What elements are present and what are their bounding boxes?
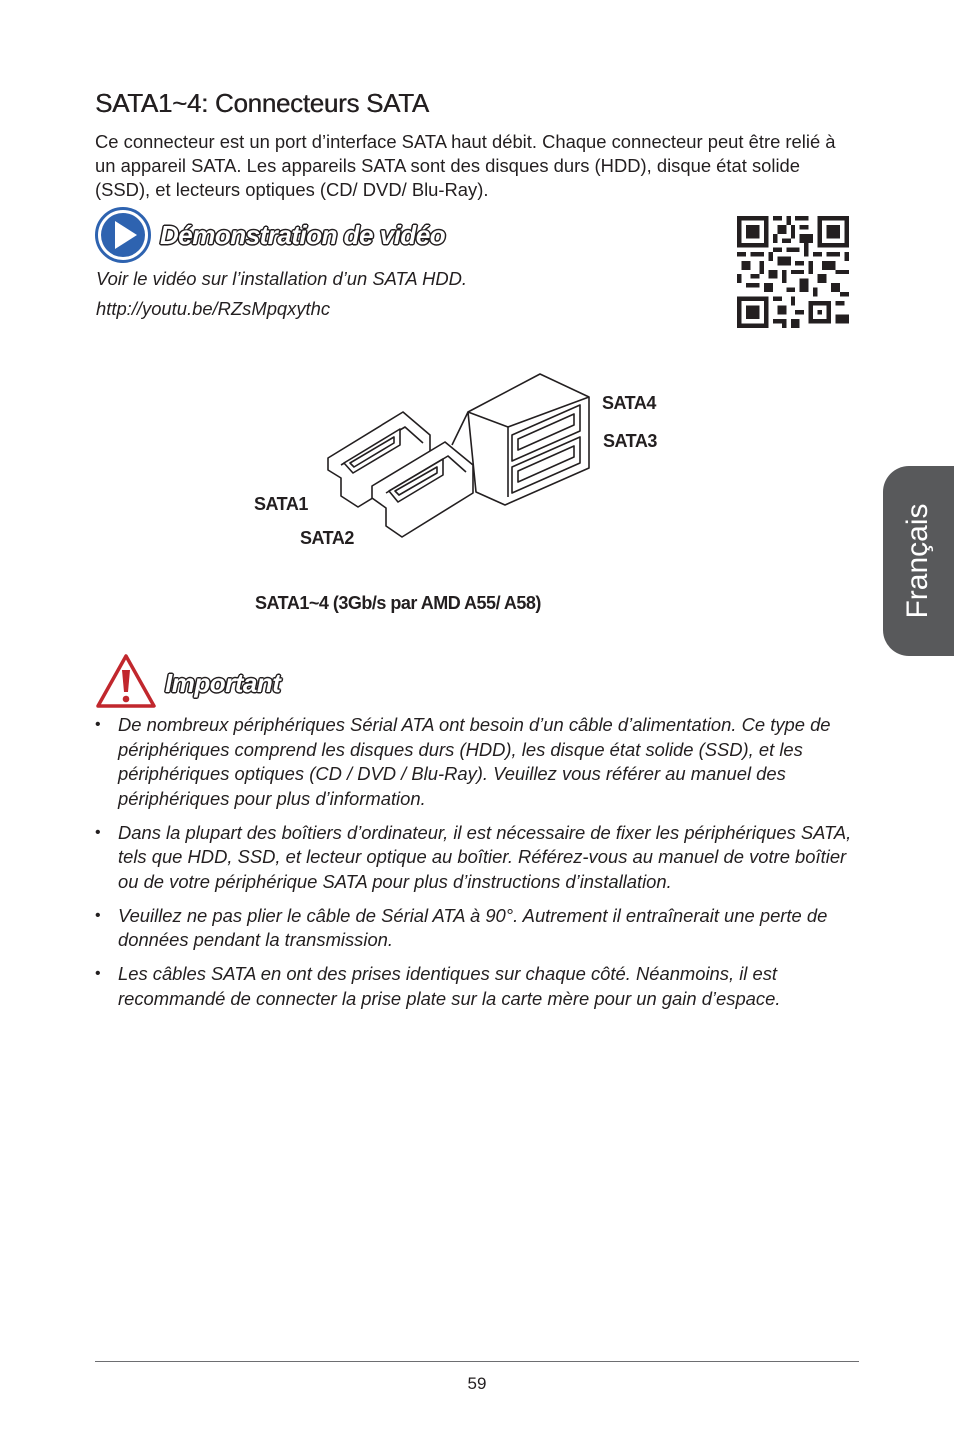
warning-icon <box>95 653 157 709</box>
list-item <box>95 904 855 953</box>
language-tab <box>883 466 954 656</box>
bullet: • <box>95 965 101 982</box>
video-caption-block <box>96 264 467 324</box>
bullet: • <box>95 823 101 841</box>
list-item-text: Veuillez ne pas plier le câble de Sérial ATA à 90°. Autrement il entraînerait une perte de données pendant la transmission. <box>118 904 828 950</box>
list-item-text: De nombreux périphériques Sérial ATA ont besoin d’un câble d’alimentation. Ce type de périphériques comprend les disques durs (HDD), les disque état solide (SSD), et les périphériques optiques (CD / DVD / Blu-Ray). Veuillez vous référer au manuel des périphériques pour plus d’information. <box>118 714 831 809</box>
intro-paragraph: Ce connecteur est un port d’interface SATA haut débit. Chaque connecteur peut être relié à un appareil SATA. Les appareils SATA sont des disques durs (HDD), disque état solide (SSD), et lecteurs optiques (CD/ DVD/ Blu-Ray). <box>95 131 836 200</box>
sata4-label: SATA4 <box>602 393 656 413</box>
qr-code-icon[interactable] <box>737 216 849 328</box>
language-tab-label: Français <box>901 503 934 619</box>
video-url[interactable]: http://youtu.be/RZsMpqxythc <box>96 298 331 319</box>
video-caption: Voir le vidéo sur l’installation d’un SATA HDD. <box>96 268 468 289</box>
section-title: SATA1~4: Connecteurs SATA <box>95 88 429 118</box>
page-number: 59 <box>467 1374 487 1393</box>
list-item <box>95 962 855 1011</box>
list-item-text: Dans la plupart des boîtiers d’ordinateur, il est nécessaire de fixer les périphériques SATA, tels que HDD, SSD, et lecteur optique au boîtier. Référez-vous au manuel de votre boîtier ou de votre périphérique SATA pour plus d’instructions d’installation. <box>118 821 852 892</box>
diagram-caption: SATA1~4 (3Gb/s par AMD A55/ A58) <box>255 593 541 613</box>
bullet: • <box>95 906 101 924</box>
important-list <box>95 713 855 1021</box>
list-item <box>95 713 855 811</box>
sata1-label: SATA1 <box>254 494 308 514</box>
play-icon <box>94 206 152 264</box>
list-item <box>95 821 855 895</box>
bullet: • <box>95 716 101 733</box>
sata2-label: SATA2 <box>300 528 354 548</box>
video-heading: Démonstration de vidéo <box>160 220 446 250</box>
sata3-label: SATA3 <box>603 431 657 451</box>
important-heading: Important <box>165 668 281 698</box>
footer-divider <box>95 1361 859 1362</box>
list-item-text: Les câbles SATA en ont des prises identiques sur chaque côté. Néanmoins, il est recommandé de connecter la prise plate sur la carte mère pour un gain d’espace. <box>118 963 781 1009</box>
